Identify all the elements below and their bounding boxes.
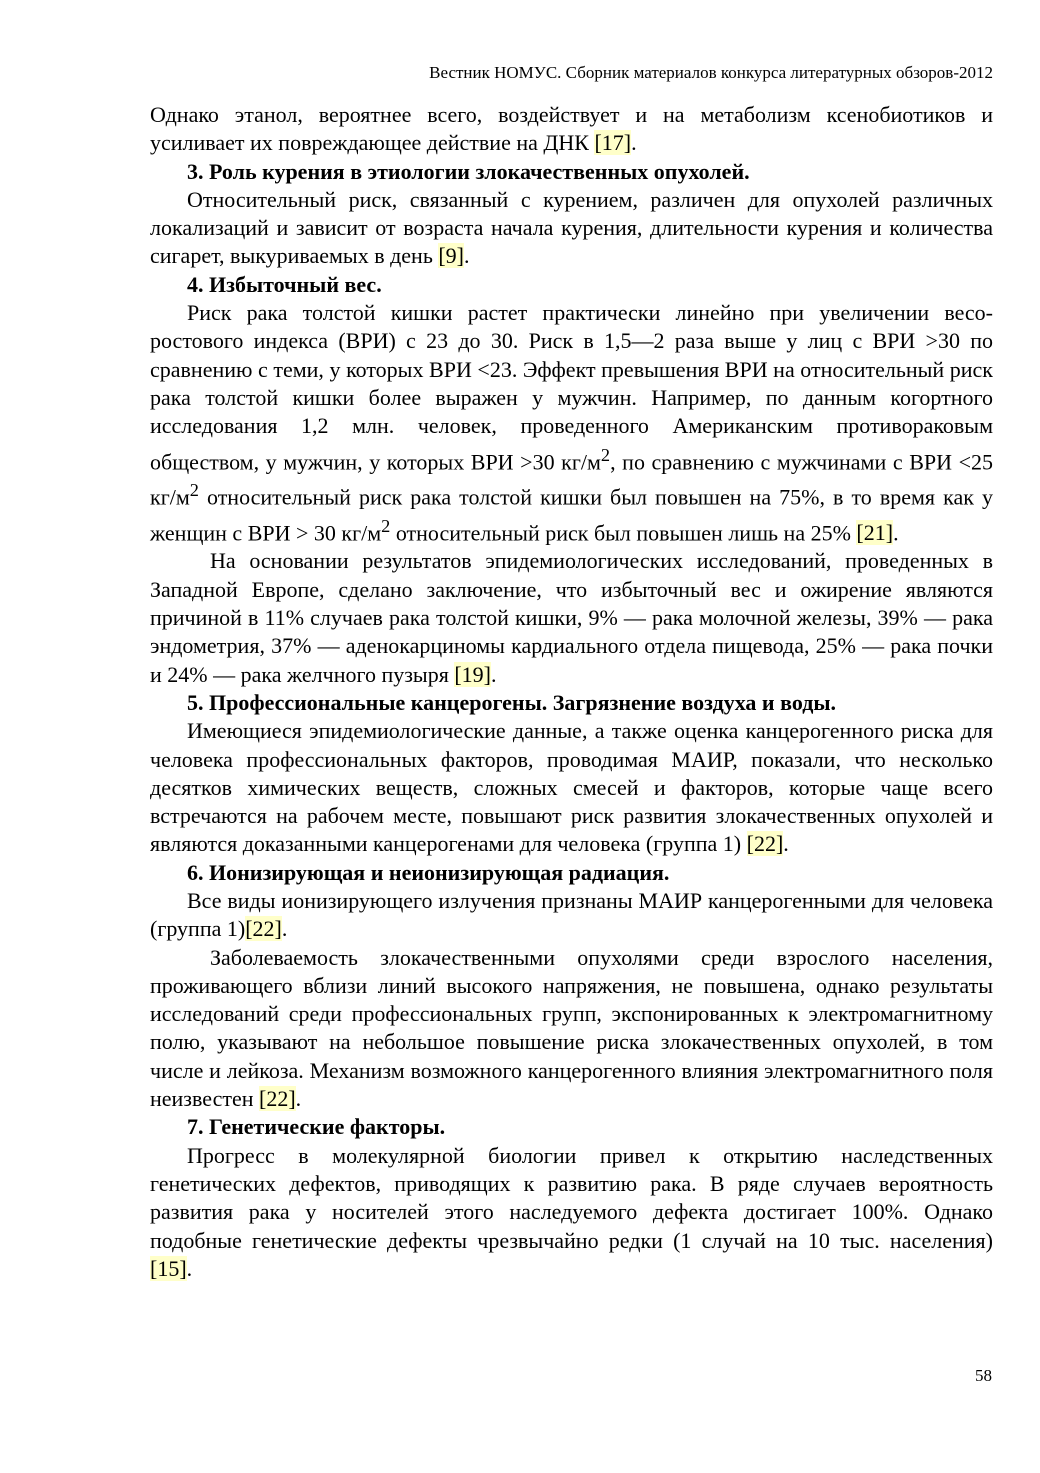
section-heading-occupational: 5. Профессиональные канцерогены. Загрязнение воздуха и воды. — [187, 689, 837, 715]
citation: [21] — [856, 520, 894, 546]
paragraph-europe: На основании результатов эпидемиологических исследований, проведенных в Западной Европе, сделано заключение, что избыточный вес и ожирение являются причиной в 11% случаев рака толстой кишки, 9% — рака молочной железы, 39% — рака эндометрия, 37% — аденокарциномы кардиального отдела пищевода, 25% — рака почки и 24% — рака желчного пузыря [19]. — [150, 548, 993, 687]
citation: [19] — [454, 661, 491, 687]
section-heading-overweight: 4. Избыточный вес. — [187, 271, 382, 297]
citation: [15] — [150, 1255, 187, 1281]
page-number: 58 — [975, 1366, 992, 1385]
paragraph-occupational: Имеющиеся эпидемиологические данные, а также оценка канцерогенного риска для человека профессиональных факторов, проводимая МАИР, показали, что несколько десятков химических веществ, сложных смесей и факторов, которые чаще всего встречаются на рабочем месте, повышают риск развития злокачественных опухолей и являются доказанными канцерогенами для человека (группа 1) [22]. — [150, 718, 993, 857]
citation: [22] — [746, 831, 784, 857]
running-header: Вестник НОМУС. Сборник материалов конкурса литературных обзоров-2012 — [429, 63, 993, 82]
paragraph-bmi: Риск рака толстой кишки растет практически линейно при увеличении весо-ростового индекса (ВРИ) с 23 до 30. Риск в 1,5—2 раза выше у лиц с ВРИ >30 по сравнению с теми, у которых ВРИ <23. Эффект превышения ВРИ на относительный риск рака толстой кишки более выражен у мужчин. Например, по данным когортного исследования 1,2 млн. человек, проведенного Американским противораковым обществом, у мужчин, у которых ВРИ >30 $кг/м^2$, по сравнению с мужчинами с ВРИ <25 $кг/м^2$ относительный риск рака толстой кишки был повышен на 75%, в то время как у женщин с ВРИ > 30 $кг/м^2$ относительный риск был повышен лишь на 25% [21]. — [150, 300, 993, 546]
section-heading-genetic: 7. Генетические факторы. — [187, 1114, 446, 1140]
paragraph-smoking: Относительный риск, связанный с курением, различен для опухолей различных локализаций и зависит от возраста начала курения, длительности курения и количества сигарет, выкуриваемых в день [9]. — [150, 186, 993, 269]
citation: [22] — [259, 1086, 296, 1112]
paragraph-electromagnetic: Заболеваемость злокачественными опухолями среди взрослого населения, проживающего вблизи линий высокого напряжения, не повышена, однако результаты исследований среди профессиональных групп, экспонированных к электромагнитному полю, указывают на небольшое повышение риска злокачественных опухолей, в том числе и лейкоза. Механизм возможного канцерогенного влияния электромагнитного поля неизвестен [22]. — [150, 944, 993, 1112]
paragraph-ionizing: Все виды ионизирующего излучения признаны МАИР канцерогенными для человека (группа 1)[22]. — [150, 888, 993, 942]
section-heading-radiation: 6. Ионизирующая и неионизирующая радиация. — [187, 859, 670, 885]
page-body — [150, 101, 993, 1283]
citation: [17] — [594, 130, 632, 156]
citation: [22] — [245, 916, 282, 942]
citation: [9] — [438, 243, 465, 269]
paragraph-ethanol: Однако этанол, вероятнее всего, воздействует и на метаболизм ксенобиотиков и усиливает их повреждающее действие на ДНК [17]. — [150, 102, 993, 156]
paragraph-genetic: Прогресс в молекулярной биологии привел к открытию наследственных генетических дефектов, приводящих к развитию рака. В ряде случаев вероятность развития рака у носителей этого наследуемого дефекта достигает 100%. Однако подобные генетические дефекты чрезвычайно редки (1 случай на 10 тыс. населения) [15]. — [150, 1142, 993, 1281]
section-heading-smoking: 3. Роль курения в этиологии злокачественных опухолей. — [187, 158, 750, 184]
